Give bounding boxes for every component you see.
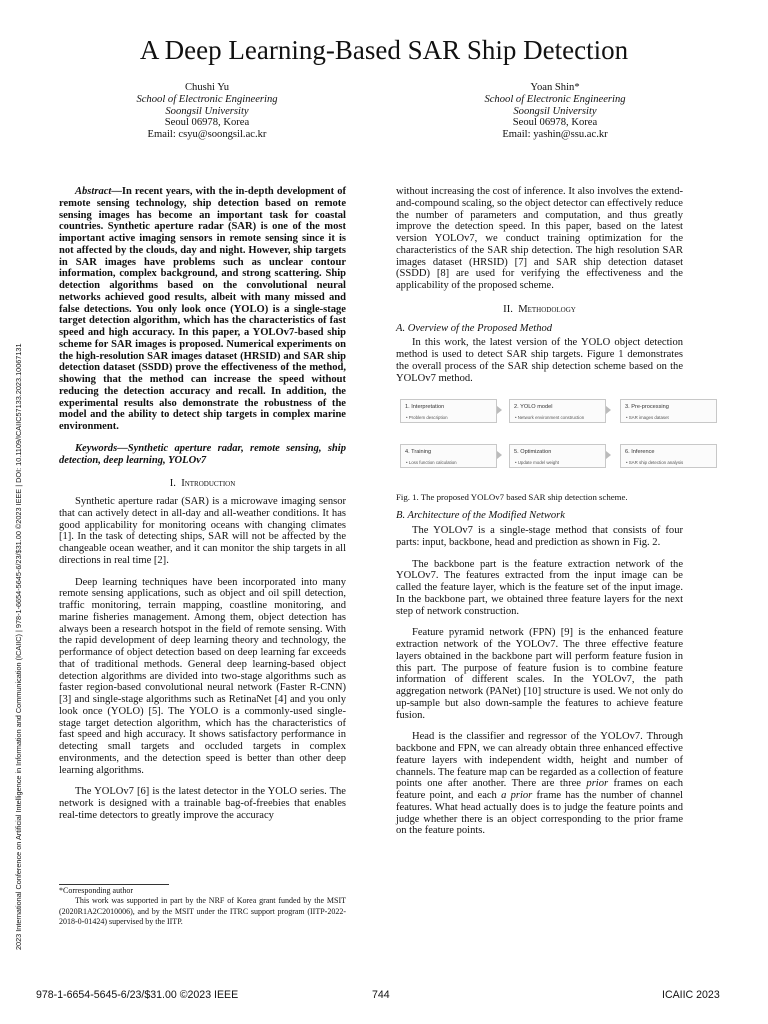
footnote-funding: This work was supported in part by the NRF of Korea grant funded by the MSIT (2020R1A2C2010006), and by the MSIT under the ITRC support program (IITP-2022-2018-0-01424) supervised by the IITP. bbox=[59, 896, 346, 927]
arrow-right-icon bbox=[497, 406, 502, 414]
abstract-lead: Abstract bbox=[75, 186, 112, 197]
footer-conference: ICAIIC 2023 bbox=[662, 989, 720, 1001]
left-column bbox=[59, 186, 346, 822]
section-heading-introduction bbox=[59, 478, 346, 490]
author-university: Soongsil University bbox=[513, 105, 597, 117]
author-address: Seoul 06978, Korea bbox=[512, 117, 598, 129]
flow-step-box bbox=[509, 444, 606, 468]
keywords-lead: Keywords bbox=[75, 442, 118, 454]
flow-step-box bbox=[400, 399, 497, 423]
footnotes bbox=[59, 886, 346, 928]
section-title: Methodology bbox=[518, 303, 576, 315]
flow-step-title: 3. Pre-processing bbox=[625, 404, 669, 411]
flow-step-detail: • Loss function calculation bbox=[406, 460, 457, 466]
footnote-divider bbox=[59, 884, 169, 885]
flow-step-box bbox=[620, 399, 717, 423]
author-university: Soongsil University bbox=[165, 105, 249, 117]
method-paragraph-b2: The backbone part is the feature extraction network of the YOLOv7. The features extracted from the input image can be called the feature layer, which is the feature set of the input image. In the backbone part, we obtained three feature layers for the next step of network construction. bbox=[396, 558, 683, 617]
flow-step-box bbox=[620, 444, 717, 468]
author-name: Yoan Shin* bbox=[530, 82, 580, 93]
flow-step-box bbox=[509, 399, 606, 423]
intro-paragraph-3-continued: without increasing the cost of inference. It also involves the extend-and-compound scaling, so the object detector can effectively reduce the number of parameters and computation, and thus greatly improve the detection speed. In this paper, based on the latest version YOLOv7, we conduct training optimization for the characteristics of the SAR ship detection. The high resolution SAR images dataset (HRSID) [7] and SAR ship detection dataset (SSDD) [8] are used for verifying the effectiveness and the applicability of the proposed scheme. bbox=[396, 186, 683, 291]
subsection-heading-b: B. Architecture of the Modified Network bbox=[396, 510, 565, 522]
text-run: frame has the number of channel features. What head actually does is to judge the feature points and judge whether there is an object corresponding to the prior frame on the feature points. bbox=[396, 790, 683, 837]
paper-title: A Deep Learning-Based SAR Ship Detection bbox=[139, 35, 629, 65]
arrow-right-icon bbox=[497, 451, 502, 459]
method-paragraph-a1: In this work, the latest version of the YOLO object detection method is used to detect SAR ship targets. Figure 1 demonstrates the overall process of the SAR ship detection scheme based on the YOLOv7 method. bbox=[396, 337, 683, 384]
figure-1-caption: Fig. 1. The proposed YOLOv7 based SAR ship detection scheme. bbox=[396, 492, 628, 503]
author-dept: School of Electronic Engineering bbox=[484, 93, 626, 105]
flow-step-detail: • SAR images dataset bbox=[626, 415, 669, 421]
flow-step-detail: • Network environment construction bbox=[515, 415, 585, 421]
intro-paragraph-2: Deep learning techniques have been incorporated into many remote sensing applications, such as object and oil spill detection, traffic monitoring, terrain mapping, coastline monitoring, and marine fisheries management. Among them, object detection has always been a research hotspot in the field of remote sensing. With the rapid development of deep learning theory and technology, the performance of object detection based on deep learning far exceeds that of traditional methods. General deep learning-based object detection algorithms are divided into two-stage algorithms such as faster region-based convolutional neural network (Faster R-CNN) [3] and single-stage algorithms such as RetinaNet [4] and you only look once (YOLO) [5]. The YOLO is a commonly-used single-stage target detection algorithm, which has the characteristics of fast speed and high accuracy. It shows satisfactory performance in detecting small targets and occluded targets in complex environments, and the detection speed is better than other deep learning algorithms. bbox=[59, 576, 346, 776]
footnote-corresponding: *Corresponding author bbox=[59, 886, 133, 895]
footer-isbn: 978-1-6654-5645-6/23/$31.00 ©2023 IEEE bbox=[36, 989, 239, 1001]
abstract-text: —In recent years, with the in-depth development of remote sensing technology, ship detection based on remote sensing images has become an important task for coastal countries. Synthetic aperture radar (SAR) is one of the most important active imaging sensors in remote sensing since it is not affected by the clouds, day and night. However, ship targets in SAR images have problems such as unclear contour information, complex background, and strong scattering. Ship detection algorithms based on the convolutional neural networks achieved good results, albeit with many missed and false detections. You only look once (YOLO) is a single-stage target detection algorithm, which has the characteristics of fast speed and high accuracy. In this paper, a YOLOv7-based ship scheme for SAR images is proposed. Numerical experiments on the high-resolution SAR images dataset (HRSID) and SAR ship detection dataset (SSDD) prove the effectiveness of the method, showing that the method can increase the speed without reducing the detection accuracy and recall. In addition, the experimental results also demonstrate the robustness of the model and the ability to detect ship targets in complex marine environment. bbox=[59, 186, 346, 432]
author-email: Email: csyu@soongsil.ac.kr bbox=[147, 129, 267, 141]
emphasis: a prior bbox=[501, 790, 533, 801]
text-run: frames on each feature point, and each bbox=[396, 778, 683, 801]
author-email: Email: yashin@ssu.ac.kr bbox=[502, 129, 608, 141]
arrow-right-icon bbox=[606, 406, 611, 414]
author-address: Seoul 06978, Korea bbox=[164, 117, 250, 129]
keywords bbox=[59, 443, 346, 467]
intro-paragraph-1: Synthetic aperture radar (SAR) is a microwave imaging sensor that can actively detect in all-day and all-weather conditions. It has good applicability for monitoring oceans with changing climates [1]. In the task of detecting ships, SAR will not be affected by the changeable ocean weather, and it can monitor the ship targets in all directions in real time [2]. bbox=[59, 496, 346, 566]
method-paragraph-b4 bbox=[396, 731, 683, 837]
flow-step-title: 4. Training bbox=[405, 449, 432, 456]
flow-step-detail: • SAR ship detection analysis bbox=[626, 460, 684, 466]
method-paragraph-b3: Feature pyramid network (FPN) [9] is the enhanced feature extraction network of the YOLOv7. The three effective feature layers obtained in the backbone part will perform feature fusion in this part. The purpose of feature fusion is to combine feature information of different scales. In the YOLOv7, the path aggregation network (PANet) [10] structure is used. We not only do up-sample but also down-sample the features to achieve feature fusion. bbox=[396, 627, 683, 721]
figure-1 bbox=[396, 394, 683, 486]
author-block-1 bbox=[82, 82, 332, 141]
subsection-heading-a: A. Overview of the Proposed Method bbox=[396, 322, 553, 334]
flow-step-title: 5. Optimization bbox=[514, 449, 552, 456]
doi-sidebar-text: 2023 International Conference on Artificial Intelligence in Information and Communication (ICAIIC) | 978-1-6654-5645-6/23/$31.00 ©2023 IEEE | DOI: 10.1109/ICAIIC57133.2023.10067131 bbox=[14, 343, 23, 950]
abstract bbox=[59, 186, 346, 433]
flow-step-title: 2. YOLO model bbox=[514, 404, 553, 411]
page-number: 744 bbox=[372, 989, 390, 1001]
flow-step-detail: • Update model weight bbox=[515, 460, 560, 466]
section-heading-methodology bbox=[396, 304, 683, 316]
author-block-2 bbox=[430, 82, 680, 141]
flow-step-box bbox=[400, 444, 497, 468]
flow-step-detail: • Problem description bbox=[406, 415, 448, 421]
right-column bbox=[396, 186, 683, 837]
author-name: Chushi Yu bbox=[184, 82, 230, 93]
emphasis: prior bbox=[586, 778, 609, 790]
author-dept: School of Electronic Engineering bbox=[136, 93, 278, 105]
keywords-text: —Synthetic aperture radar, remote sensing, ship detection, deep learning, YOLOv7 bbox=[59, 442, 346, 466]
section-number: II. bbox=[503, 303, 513, 315]
intro-paragraph-3: The YOLOv7 [6] is the latest detector in the YOLO series. The network is designed with a trainable bag-of-freebies that enables real-time detectors to greatly improve the accuracy bbox=[59, 786, 346, 821]
section-number: I. bbox=[169, 478, 176, 490]
flow-step-title: 1. Interpretation bbox=[405, 404, 445, 411]
flow-step-title: 6. Inference bbox=[625, 449, 655, 456]
method-paragraph-b1: The YOLOv7 is a single-stage method that consists of four parts: input, backbone, head and prediction as shown in Fig. 2. bbox=[396, 525, 683, 548]
arrow-right-icon bbox=[606, 451, 611, 459]
section-title: Introduction bbox=[181, 478, 236, 490]
text-run: Head is the classifier and regressor of the YOLOv7. Through backbone and FPN, we can already obtain three enhanced effective feature layers with independent width, height and number of channels. The feature map can be regarded as a collection of feature points one after another. There are three bbox=[396, 731, 683, 790]
